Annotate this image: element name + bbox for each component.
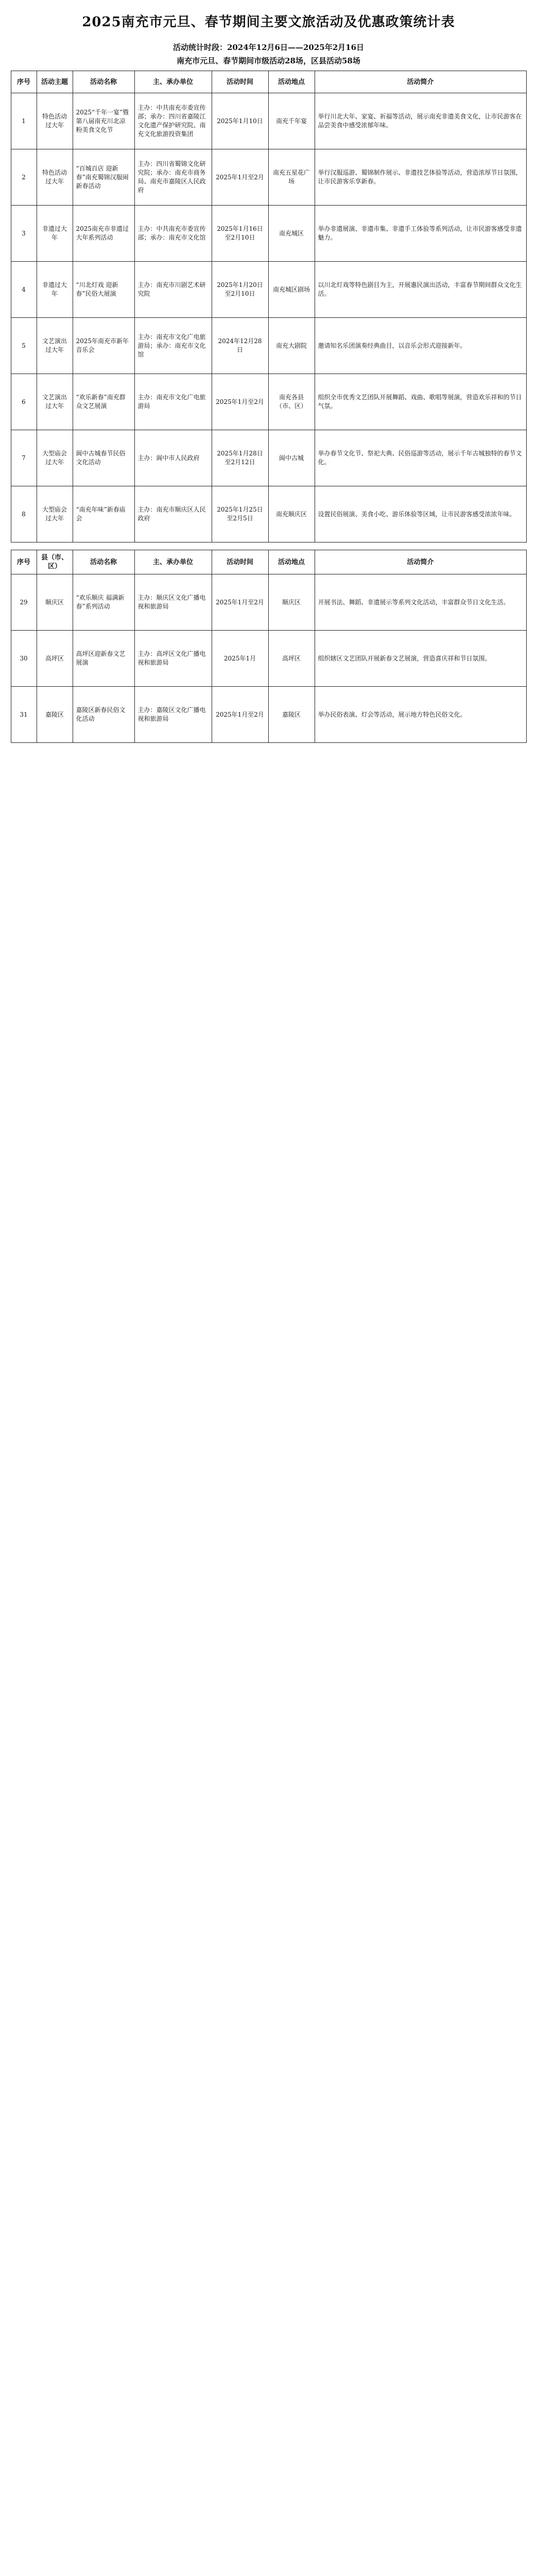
cell-place: 高坪区 [268, 631, 315, 687]
county-header-place: 活动地点 [268, 550, 315, 574]
cell-unit: 主办：阆中市人民政府 [134, 430, 212, 486]
cell-name: 嘉陵区新春民俗文化活动 [73, 687, 134, 743]
cell-unit: 主办：南充市川剧艺术研究院 [134, 262, 212, 318]
cell-county: 高坪区 [37, 631, 73, 687]
cell-place: 南充城区剧场 [268, 262, 315, 318]
cell-intro: 邀请知名乐团演奏经典曲目，以音乐会形式迎接新年。 [315, 318, 526, 374]
cell-intro: 举行川北大年、家宴、祈福等活动，展示南充非遗美食文化，让市民游客在品尝美食中感受浓郁年味。 [315, 93, 526, 149]
cell-unit: 主办：中共南充市委宣传部；承办：南充市文化馆 [134, 206, 212, 262]
cell-no: 7 [11, 430, 37, 486]
county-table [11, 550, 527, 743]
cell-no: 30 [11, 631, 37, 687]
table-row [11, 631, 526, 687]
county-header-no: 序号 [11, 550, 37, 574]
document-title: 2025南充市元旦、春节期间主要文旅活动及优惠政策统计表 [82, 14, 455, 30]
cell-time: 2025年1月至2月 [212, 687, 268, 743]
county-header-name: 活动名称 [73, 550, 134, 574]
header-theme: 活动主题 [37, 71, 73, 93]
summary [16, 42, 521, 66]
cell-no: 29 [11, 574, 37, 631]
cell-name: 阆中古城春节民俗文化活动 [73, 430, 134, 486]
cell-no: 6 [11, 374, 37, 430]
county-header-unit: 主、承办单位 [134, 550, 212, 574]
cell-unit: 主办：四川省蜀锦文化研究院；承办：南充市商务局、南充市嘉陵区人民政府 [134, 149, 212, 206]
cell-intro: 举办春节文化节、祭祀大典、民俗巡游等活动，展示千年古城独特的春节文化。 [315, 430, 526, 486]
cell-name: “欢乐顺庆 福满新春”系列活动 [73, 574, 134, 631]
cell-name: “南充年味”新春庙会 [73, 486, 134, 543]
cell-place: 顺庆区 [268, 574, 315, 631]
cell-place: 南充千年宴 [268, 93, 315, 149]
cell-unit: 主办：南充市文化广电旅游局；承办：南充市文化馆 [134, 318, 212, 374]
cell-time: 2025年1月至2月 [212, 149, 268, 206]
cell-place: 阆中古城 [268, 430, 315, 486]
cell-name: 2025年南充市新年音乐会 [73, 318, 134, 374]
table-row [11, 687, 526, 743]
table-row [11, 206, 526, 262]
cell-place: 南充顺庆区 [268, 486, 315, 543]
cell-theme: 非遗过大年 [37, 206, 73, 262]
cell-time: 2025年1月 [212, 631, 268, 687]
page [0, 0, 537, 753]
cell-theme: 特色活动过大年 [37, 149, 73, 206]
table-row [11, 262, 526, 318]
cell-place: 嘉陵区 [268, 687, 315, 743]
table-row [11, 318, 526, 374]
county-header-intro: 活动简介 [315, 550, 526, 574]
cell-time: 2025年1月至2月 [212, 574, 268, 631]
county-table-body [11, 574, 526, 743]
statistics-table [11, 71, 527, 543]
table-row [11, 93, 526, 149]
county-header-row [11, 550, 526, 574]
cell-place: 南充五星花广场 [268, 149, 315, 206]
table-row [11, 574, 526, 631]
cell-name: 高坪区迎新春文艺展演 [73, 631, 134, 687]
cell-no: 1 [11, 93, 37, 149]
cell-name: “川北灯戏 迎新春”民俗大展演 [73, 262, 134, 318]
cell-name: 2025“千年一宴”暨第八届南充川北凉粉美食文化节 [73, 93, 134, 149]
cell-unit: 主办：嘉陵区文化广播电视和旅游局 [134, 687, 212, 743]
table-row [11, 430, 526, 486]
cell-time: 2025年1月28日至2月12日 [212, 430, 268, 486]
cell-no: 8 [11, 486, 37, 543]
cell-time: 2025年1月20日至2月10日 [212, 262, 268, 318]
cell-unit: 主办：南充市顺庆区人民政府 [134, 486, 212, 543]
cell-intro: 举办非遗展演、非遗市集、非遗手工体验等系列活动，让市民游客感受非遗魅力。 [315, 206, 526, 262]
county-header-county: 县（市、区） [37, 550, 73, 574]
table-body [11, 93, 526, 543]
county-header-time: 活动时间 [212, 550, 268, 574]
table-row [11, 486, 526, 543]
cell-intro: 组织辖区文艺团队开展新春文艺展演，营造喜庆祥和节日氛围。 [315, 631, 526, 687]
cell-theme: 大型庙会过大年 [37, 486, 73, 543]
cell-theme: 文艺演出过大年 [37, 318, 73, 374]
cell-time: 2025年1月25日至2月5日 [212, 486, 268, 543]
cell-no: 5 [11, 318, 37, 374]
cell-no: 2 [11, 149, 37, 206]
cell-place: 南充大剧院 [268, 318, 315, 374]
cell-time: 2025年1月至2月 [212, 374, 268, 430]
cell-intro: 举办民俗表演、灯会等活动，展示地方特色民俗文化。 [315, 687, 526, 743]
cell-theme: 大型庙会过大年 [37, 430, 73, 486]
header-intro: 活动简介 [315, 71, 526, 93]
cell-no: 4 [11, 262, 37, 318]
cell-unit: 主办：顺庆区文化广播电视和旅游局 [134, 574, 212, 631]
cell-unit: 主办：南充市文化广电旅游局 [134, 374, 212, 430]
cell-intro: 开展书法、舞蹈、非遗展示等系列文化活动，丰富群众节日文化生活。 [315, 574, 526, 631]
table-header-row [11, 71, 526, 93]
cell-no: 3 [11, 206, 37, 262]
cell-intro: 组织全市优秀文艺团队开展舞蹈、戏曲、歌唱等展演，营造欢乐祥和的节日气氛。 [315, 374, 526, 430]
summary-count: 南充市元旦、春节期间市级活动28场，区县活动58场 [177, 56, 360, 65]
header-time: 活动时间 [212, 71, 268, 93]
table-row [11, 149, 526, 206]
cell-time: 2025年1月16日至2月10日 [212, 206, 268, 262]
cell-intro: 设置民俗展演、美食小吃、游乐体验等区域，让市民游客感受浓浓年味。 [315, 486, 526, 543]
cell-unit: 主办：高坪区文化广播电视和旅游局 [134, 631, 212, 687]
cell-name: “欢乐新春”南充群众文艺展演 [73, 374, 134, 430]
cell-intro: 以川北灯戏等特色剧目为主，开展惠民演出活动，丰富春节期间群众文化生活。 [315, 262, 526, 318]
header-name: 活动名称 [73, 71, 134, 93]
table-row [11, 374, 526, 430]
cell-place: 南充各县（市、区） [268, 374, 315, 430]
cell-intro: 举行汉服巡游、蜀锦制作展示、非遗技艺体验等活动，营造浓厚节日氛围，让市民游客乐享新春。 [315, 149, 526, 206]
cell-time: 2024年12月28日 [212, 318, 268, 374]
cell-name: 2025南充市非遗过大年系列活动 [73, 206, 134, 262]
cell-county: 顺庆区 [37, 574, 73, 631]
cell-theme: 文艺演出过大年 [37, 374, 73, 430]
cell-name: “百城百店 迎新春”南充蜀锦汉服闹新春活动 [73, 149, 134, 206]
cell-theme: 非遗过大年 [37, 262, 73, 318]
header-no: 序号 [11, 71, 37, 93]
cell-no: 31 [11, 687, 37, 743]
cell-unit: 主办：中共南充市委宣传部；承办：四川省嘉陵江文化遗产保护研究院、南充文化旅游投资集团 [134, 93, 212, 149]
cell-theme: 特色活动过大年 [37, 93, 73, 149]
summary-period: 活动统计时段：2024年12月6日——2025年2月16日 [172, 43, 365, 52]
header-place: 活动地点 [268, 71, 315, 93]
cell-time: 2025年1月10日 [212, 93, 268, 149]
cell-county: 嘉陵区 [37, 687, 73, 743]
cell-place: 南充城区 [268, 206, 315, 262]
header-unit: 主、承办单位 [134, 71, 212, 93]
